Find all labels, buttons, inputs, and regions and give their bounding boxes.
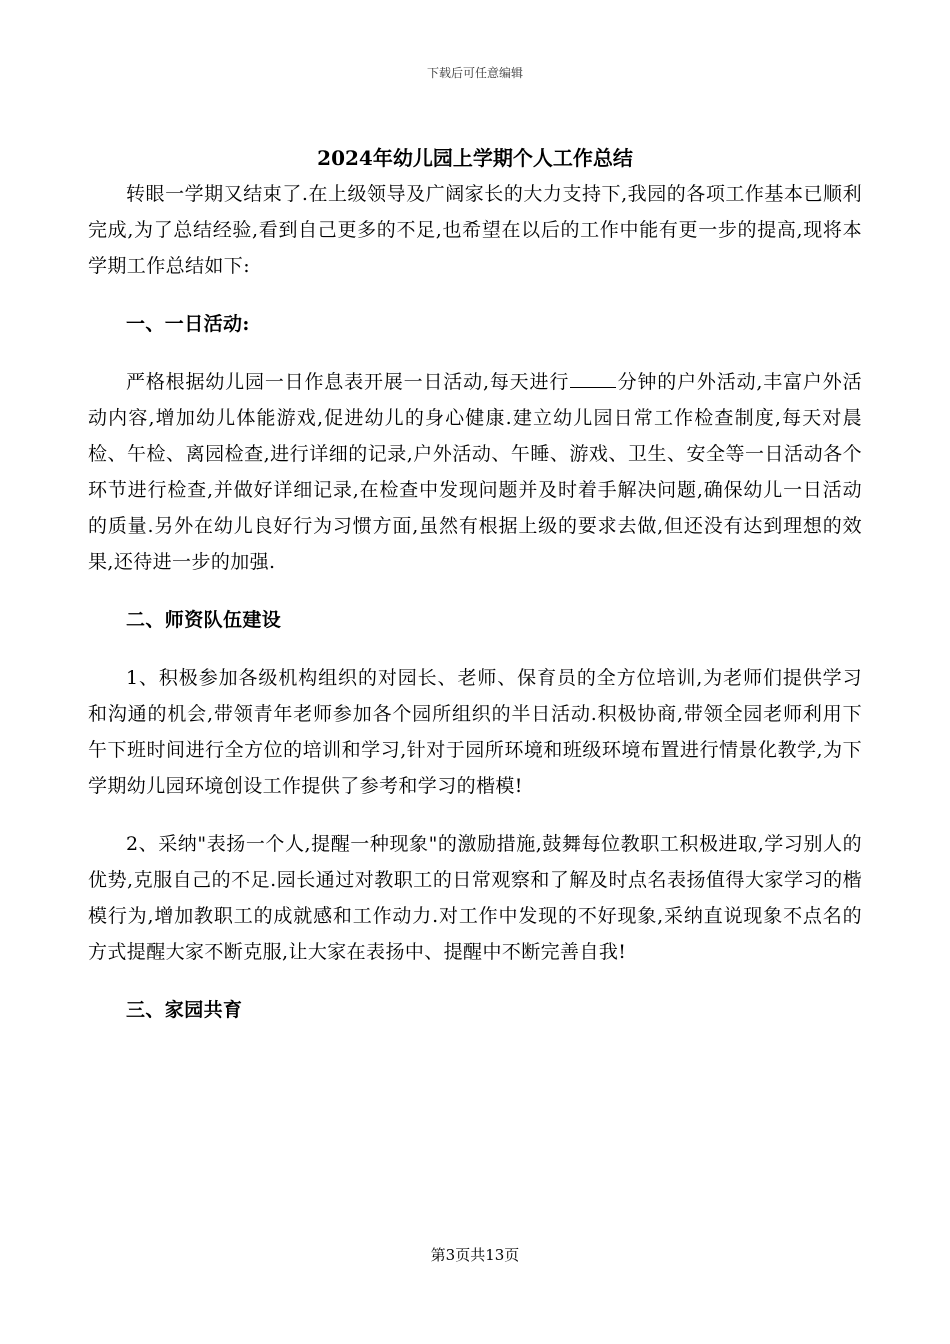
header-note: 下载后可任意编辑	[426, 66, 523, 80]
daily-activities-text-part1: 严格根据幼儿园一日作息表开展一日活动,每天进行	[126, 371, 570, 393]
teacher-team-paragraph-1: 1、积极参加各级机构组织的对园长、老师、保育员的全方位培训,为老师们提供学习和沟通的机会,带领青年老师参加各个园所组织的半日活动.积极协商,带领全园老师利用下午下班时间进行全方位的培训和学习,针对于园所环境和班级环境布置进行情景化教学,为下学期幼儿园环境创设工作提供了参考和学习的楷模!	[88, 667, 862, 797]
intro-paragraph: 转眼一学期又结束了.在上级领导及广阔家长的大力支持下,我园的各项工作基本已顺利完成,为了总结经验,看到自己更多的不足,也希望在以后的工作中能有更一步的提高,现将本学期工作总结如下:	[88, 183, 862, 277]
page-number-footer: 第3页共13页	[430, 1246, 520, 1264]
section-heading-home-school: 三、家园共育	[126, 999, 243, 1021]
daily-activities-paragraph	[88, 364, 862, 580]
teacher-team-paragraph-2: 2、采纳"表扬一个人,提醒一种现象"的激励措施,鼓舞每位教职工积极进取,学习别人的优势,克服自己的不足.园长通过对教职工的日常观察和了解及时点名表扬值得大家学习的楷模行为,增加教职工的成就感和工作动力.对工作中发现的不好现象,采纳直说现象不点名的方式提醒大家不断克服,让大家在表扬中、提醒中不断完善自我!	[88, 833, 862, 963]
section-heading-teacher-team: 二、师资队伍建设	[126, 609, 282, 631]
daily-activities-text-part2: 分钟的户外活动,丰富户外活动内容,增加幼儿体能游戏,促进幼儿的身心健康.建立幼儿园日常工作检查制度,每天对晨检、午检、离园检查,进行详细的记录,户外活动、午睡、游戏、卫生、安全等一日活动各个环节进行检查,并做好详细记录,在检查中发现问题并及时着手解决问题,确保幼儿一日活动的质量.另外在幼儿良好行为习惯方面,虽然有根据上级的要求去做,但还没有达到理想的效果,还待进一步的加强.	[88, 371, 862, 573]
document-body	[88, 176, 862, 1050]
section-heading-daily-activities: 一、一日活动:	[126, 313, 250, 335]
document-title: 2024年幼儿园上学期个人工作总结	[317, 146, 633, 170]
fill-in-blank	[570, 386, 616, 388]
